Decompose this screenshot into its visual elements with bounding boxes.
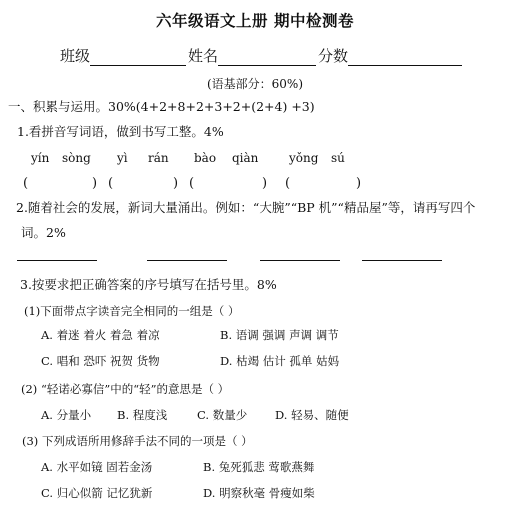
pinyin-syllable: yì <box>117 151 128 165</box>
score-blank[interactable] <box>348 49 462 66</box>
question-2-prompt-cont: 词。2% <box>21 225 66 240</box>
class-label: 班级 <box>60 47 91 65</box>
question-1-prompt: 1.看拼音写词语，做到书写工整。4% <box>17 124 224 139</box>
pinyin-syllable: yǒng <box>289 151 319 165</box>
question-3-prompt: 3.按要求把正确答案的序号填写在括号里。8% <box>20 277 277 292</box>
question-2-prompt: 2.随着社会的发展，新词大量涌出。例如：“大腕”“BP 机”“精品屋”等，请再写四个 <box>16 200 476 215</box>
pinyin-syllable: sòng <box>62 151 91 165</box>
pinyin-syllable: yín <box>31 151 50 165</box>
name-blank[interactable] <box>218 49 316 66</box>
student-info-row <box>60 45 462 66</box>
answer-line[interactable] <box>362 260 442 261</box>
section-weight-note: (语基部分：60%) <box>206 77 304 91</box>
option-text[interactable]: C. 数量少 <box>197 408 248 422</box>
option-text[interactable]: B. 兔死狐悲 莺歌燕舞 <box>203 460 315 474</box>
name-label: 姓名 <box>188 47 219 65</box>
option-text[interactable]: A. 着迷 着火 着急 着凉 <box>41 328 160 342</box>
score-label: 分数 <box>318 47 349 65</box>
subquestion-stem: (2) “轻诺必寡信”中的“轻”的意思是（ ） <box>21 382 230 396</box>
subquestion-stem: (3) 下列成语所用修辞手法不同的一项是（ ） <box>22 434 253 448</box>
class-blank[interactable] <box>90 49 186 66</box>
answer-paren-close[interactable]: ) <box>262 176 268 191</box>
subquestion-stem: (1)下面带点字读音完全相同的一组是（ ） <box>24 304 240 318</box>
option-text[interactable]: B. 语调 强调 声调 调节 <box>220 328 339 342</box>
option-text[interactable]: C. 归心似箭 记忆犹新 <box>41 486 153 500</box>
answer-paren-close[interactable]: ) <box>92 176 98 191</box>
answer-paren-close[interactable]: ) <box>356 176 362 191</box>
answer-line[interactable] <box>17 260 97 261</box>
option-text[interactable]: A. 水平如镜 固若金汤 <box>41 460 153 474</box>
option-text[interactable]: C. 唱和 恐吓 祝贺 货物 <box>41 354 160 368</box>
pinyin-syllable: qiàn <box>232 151 259 165</box>
answer-paren-open[interactable]: ( <box>285 176 291 191</box>
option-text[interactable]: A. 分量小 <box>41 408 92 422</box>
answer-paren-open[interactable]: ( <box>189 176 195 191</box>
option-text[interactable]: D. 明察秋毫 骨瘦如柴 <box>203 486 315 500</box>
section-1-heading: 一、积累与运用。30%(4+2+8+2+3+2+(2+4) +3) <box>8 99 315 114</box>
answer-line[interactable] <box>147 260 227 261</box>
pinyin-syllable: sú <box>331 151 345 165</box>
answer-paren-close[interactable]: ) <box>173 176 179 191</box>
pinyin-syllable: rán <box>148 151 169 165</box>
option-text[interactable]: B. 程度浅 <box>117 408 168 422</box>
option-text[interactable]: D. 轻易、随便 <box>275 408 349 422</box>
pinyin-syllable: bào <box>194 151 217 165</box>
answer-paren-open[interactable]: ( <box>108 176 114 191</box>
page-title: 六年级语文上册 期中检测卷 <box>156 11 354 30</box>
answer-paren-open[interactable]: ( <box>23 176 29 191</box>
answer-line[interactable] <box>260 260 340 261</box>
option-text[interactable]: D. 枯竭 估计 孤单 姑妈 <box>220 354 340 368</box>
